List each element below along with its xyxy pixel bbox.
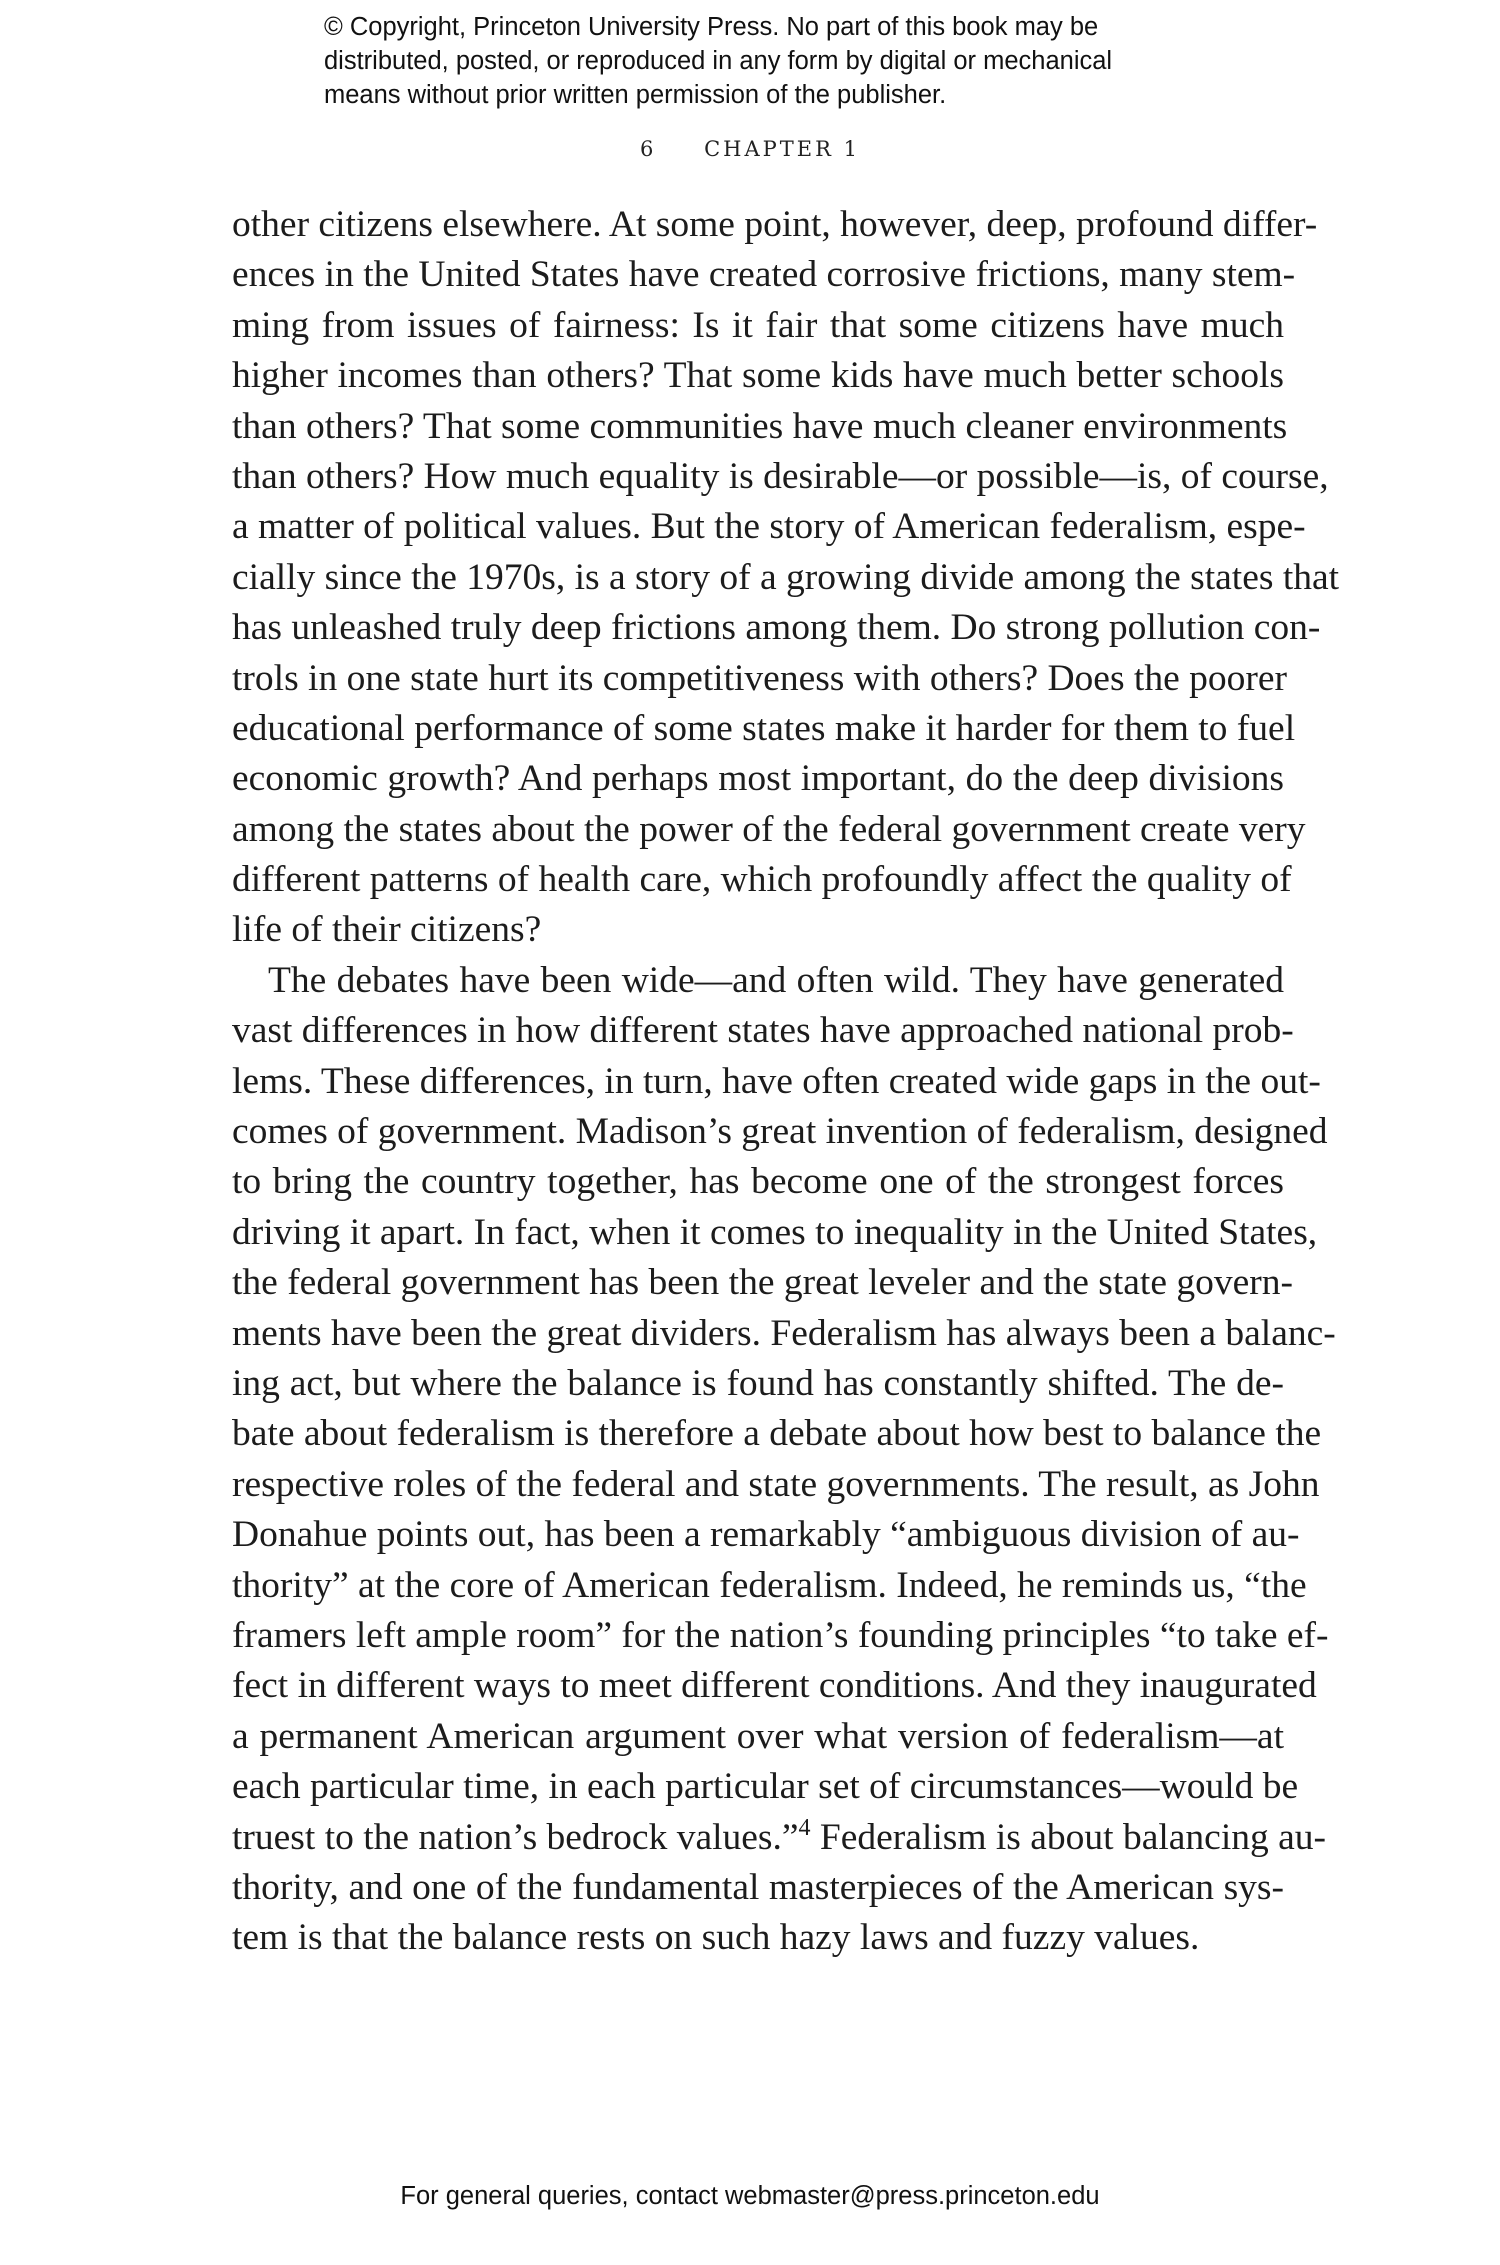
text-line: The debates have been wide—and often wild. They have generated [268, 959, 1284, 1001]
paragraph-2 [232, 956, 1336, 1964]
text-line: other citizens elsewhere. At some point, however, deep, profound differ- [232, 204, 1318, 245]
text-line: educational performance of some states make it harder for them to fuel [232, 707, 1296, 749]
paragraph-1 [232, 200, 1340, 956]
body-text [232, 200, 1340, 1964]
text-line: than others? How much equality is desirable—or possible—is, of course, [232, 455, 1329, 497]
text-line: to bring the country together, has become one of the strongest forces [232, 1161, 1284, 1203]
text-line-with-note [232, 1813, 1326, 1863]
text-line: the federal government has been the great leveler and the state govern- [232, 1262, 1293, 1304]
text-line: lems. These differences, in turn, have often created wide gaps in the out- [232, 1060, 1321, 1102]
text-segment: Federalism is about balancing au- [810, 1816, 1326, 1858]
text-line: Donahue points out, has been a remarkably “ambiguous division of au- [232, 1514, 1300, 1556]
running-head [0, 137, 1500, 161]
page-number: 6 [640, 137, 657, 161]
text-line: ing act, but where the balance is found has constantly shifted. The de- [232, 1362, 1284, 1404]
text-line: ments have been the great dividers. Federalism has always been a balanc- [232, 1312, 1336, 1354]
text-line: has unleashed truly deep frictions among them. Do strong pollution con- [232, 607, 1321, 649]
text-line: bate about federalism is therefore a debate about how best to balance the [232, 1413, 1322, 1455]
text-line: fect in different ways to meet different conditions. And they inaugurated [232, 1665, 1317, 1707]
text-line: higher incomes than others? That some kids have much better schools [232, 355, 1284, 397]
text-line: framers left ample room” for the nation’s founding principles “to take ef- [232, 1614, 1329, 1656]
text-line: comes of government. Madison’s great invention of federalism, designed [232, 1111, 1328, 1153]
text-line: different patterns of health care, which profoundly affect the quality of [232, 859, 1292, 901]
text-line: cially since the 1970s, is a story of a growing divide among the states that [232, 556, 1340, 598]
text-segment: truest to the nation’s bedrock values.” [232, 1816, 799, 1858]
text-line: life of their citizens? [232, 909, 542, 951]
copyright-line: distributed, posted, or reproduced in any form by digital or mechanical [324, 47, 1113, 75]
copyright-line: means without prior written permission of the publisher. [324, 81, 947, 109]
text-line: than others? That some communities have much cleaner environments [232, 405, 1288, 447]
footnote-marker[interactable]: 4 [798, 1814, 811, 1841]
copyright-notice [324, 10, 1224, 112]
copyright-line: © Copyright, Princeton University Press. No part of this book may be [324, 13, 1099, 41]
text-line: among the states about the power of the federal government create very [232, 808, 1306, 850]
text-line: thority” at the core of American federalism. Indeed, he reminds us, “the [232, 1564, 1307, 1606]
footer-contact: For general queries, contact webmaster@press.princeton.edu [400, 2182, 1100, 2210]
text-line: vast differences in how different states have approached national prob- [232, 1010, 1294, 1052]
text-line: ences in the United States have created corrosive frictions, many stem- [232, 254, 1296, 296]
chapter-label: CHAPTER 1 [704, 137, 860, 161]
text-line: driving it apart. In fact, when it comes to inequality in the United States, [232, 1211, 1318, 1253]
text-line: trols in one state hurt its competitiveness with others? Does the poorer [232, 657, 1287, 699]
text-line: a matter of political values. But the story of American federalism, espe- [232, 506, 1306, 548]
text-line: a permanent American argument over what version of federalism—at [232, 1715, 1284, 1757]
text-line: respective roles of the federal and state governments. The result, as John [232, 1463, 1320, 1505]
text-line: tem is that the balance rests on such hazy laws and fuzzy values. [232, 1917, 1200, 1959]
text-line: economic growth? And perhaps most important, do the deep divisions [232, 758, 1284, 800]
text-line: each particular time, in each particular set of circumstances—would be [232, 1766, 1299, 1808]
text-line: thority, and one of the fundamental masterpieces of the American sys- [232, 1866, 1284, 1908]
text-line: ming from issues of fairness: Is it fair that some citizens have much [232, 304, 1284, 346]
